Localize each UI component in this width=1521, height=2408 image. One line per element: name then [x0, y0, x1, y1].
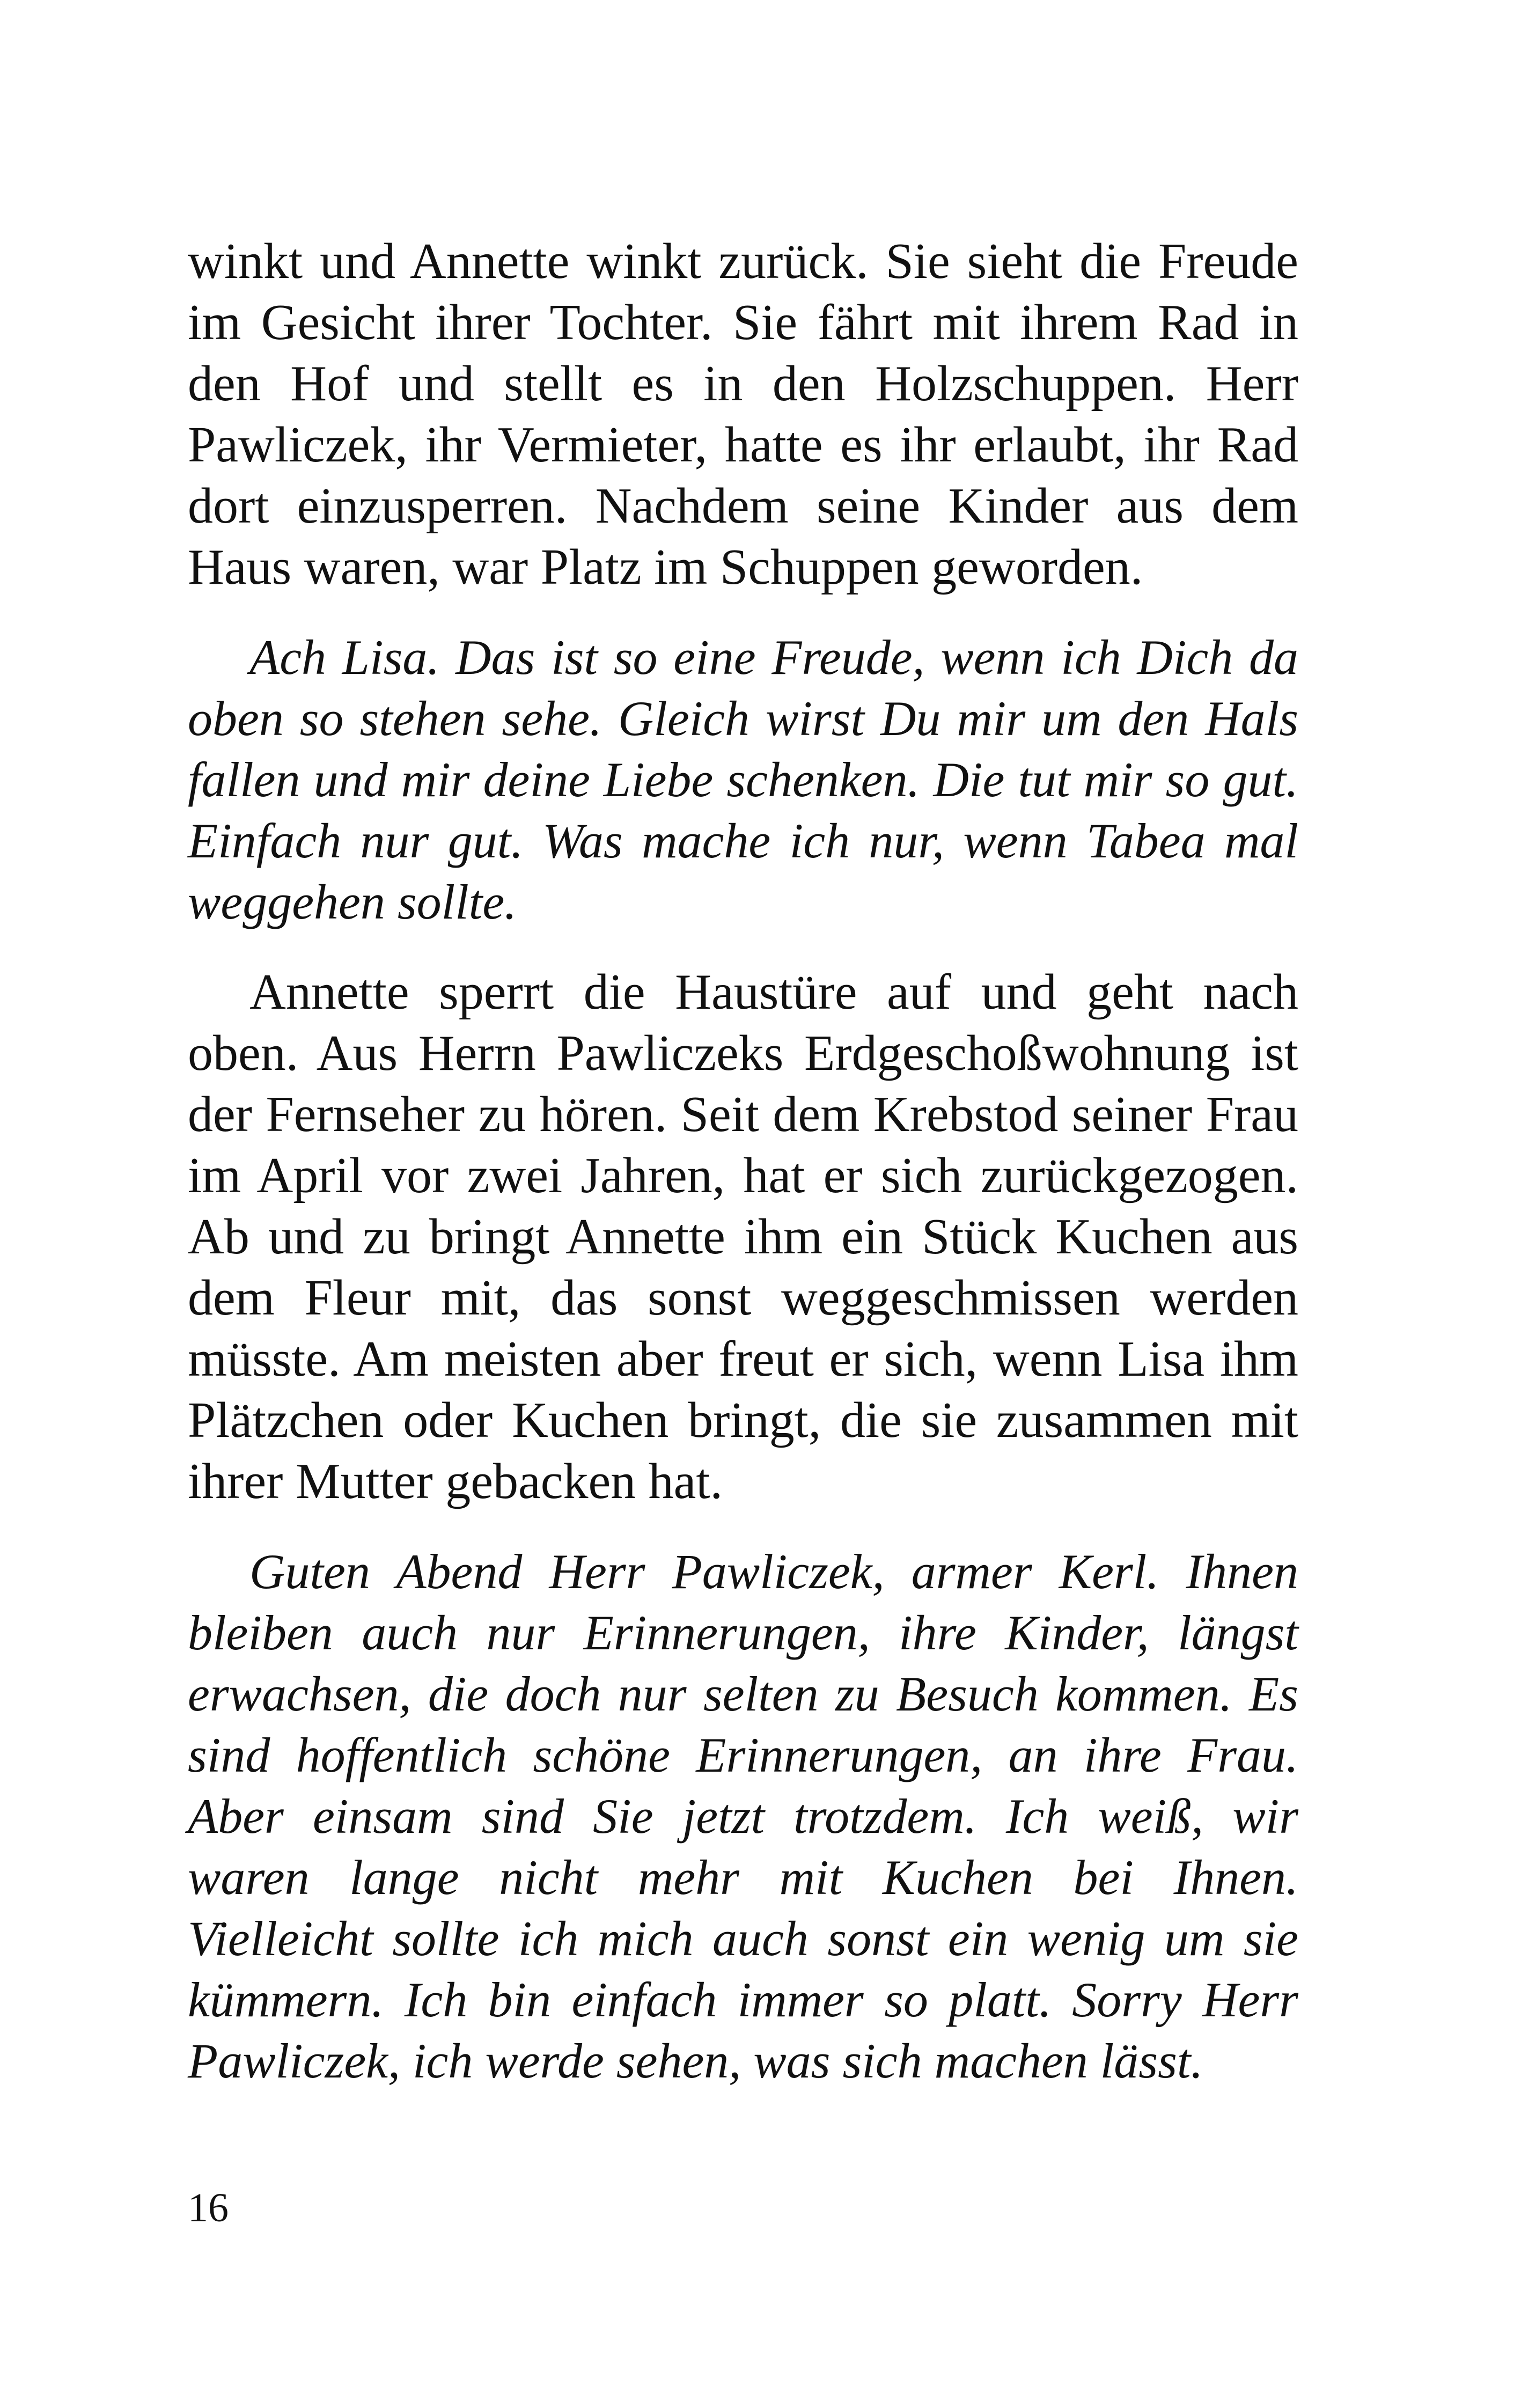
- paragraph-thought-1: Ach Lisa. Das ist so eine Freude, wenn ich Dich da oben so stehen sehe. Gleich wirst Du mir um den Hals fallen und mir deine Liebe schenken. Die tut mir so gut. Einfach nur gut. Was mache ich nur, wenn Tabea mal weggehen sollte.: [188, 630, 1298, 929]
- paragraph-narration-2: Annette sperrt die Haustüre auf und geht nach oben. Aus Herrn Pawliczeks Erdgeschoßwohnung ist der Fernseher zu hören. Seit dem Krebstod seiner Frau im April vor zwei Jahren, hat er sich zurückgezogen. Ab und zu bringt Annette ihm ein Stück Kuchen aus dem Fleur mit, das sonst weggeschmissen werden müsste. Am meisten aber freut er sich, wenn Lisa ihm Plätzchen oder Kuchen bringt, die sie zusammen mit ihrer Mutter gebacken hat.: [188, 964, 1298, 1509]
- paragraph-gap: [188, 598, 1298, 627]
- paragraph-thought-2: Guten Abend Herr Pawliczek, armer Kerl. Ihnen bleiben auch nur Erinnerungen, ihre Kinder, längst erwachsen, die doch nur selten zu Besuch kommen. Es sind hoffentlich schöne Erinnerungen, an ihre Frau. Aber einsam sind Sie jetzt trotzdem. Ich weiß, wir waren lange nicht mehr mit Kuchen bei Ihnen. Vielleicht sollte ich mich auch sonst ein wenig um sie kümmern. Ich bin einfach immer so platt. Sorry Herr Pawliczek, ich werde sehen, was sich machen lässt.: [188, 1544, 1298, 2088]
- paragraph-gap: [188, 933, 1298, 961]
- page-number: 16: [188, 2185, 229, 2230]
- paragraph-narration-1: winkt und Annette winkt zurück. Sie sieht die Freude im Gesicht ihrer Tochter. Sie fährt mit ihrem Rad in den Hof und stellt es in den Holzschuppen. Herr Pawliczek, ihr Vermieter, hatte es ihr erlaubt, ihr Rad dort einzusperren. Nachdem seine Kinder aus dem Haus waren, war Platz im Schuppen geworden.: [188, 233, 1298, 595]
- body-text: [188, 231, 1298, 2091]
- paragraph-gap: [188, 1512, 1298, 1541]
